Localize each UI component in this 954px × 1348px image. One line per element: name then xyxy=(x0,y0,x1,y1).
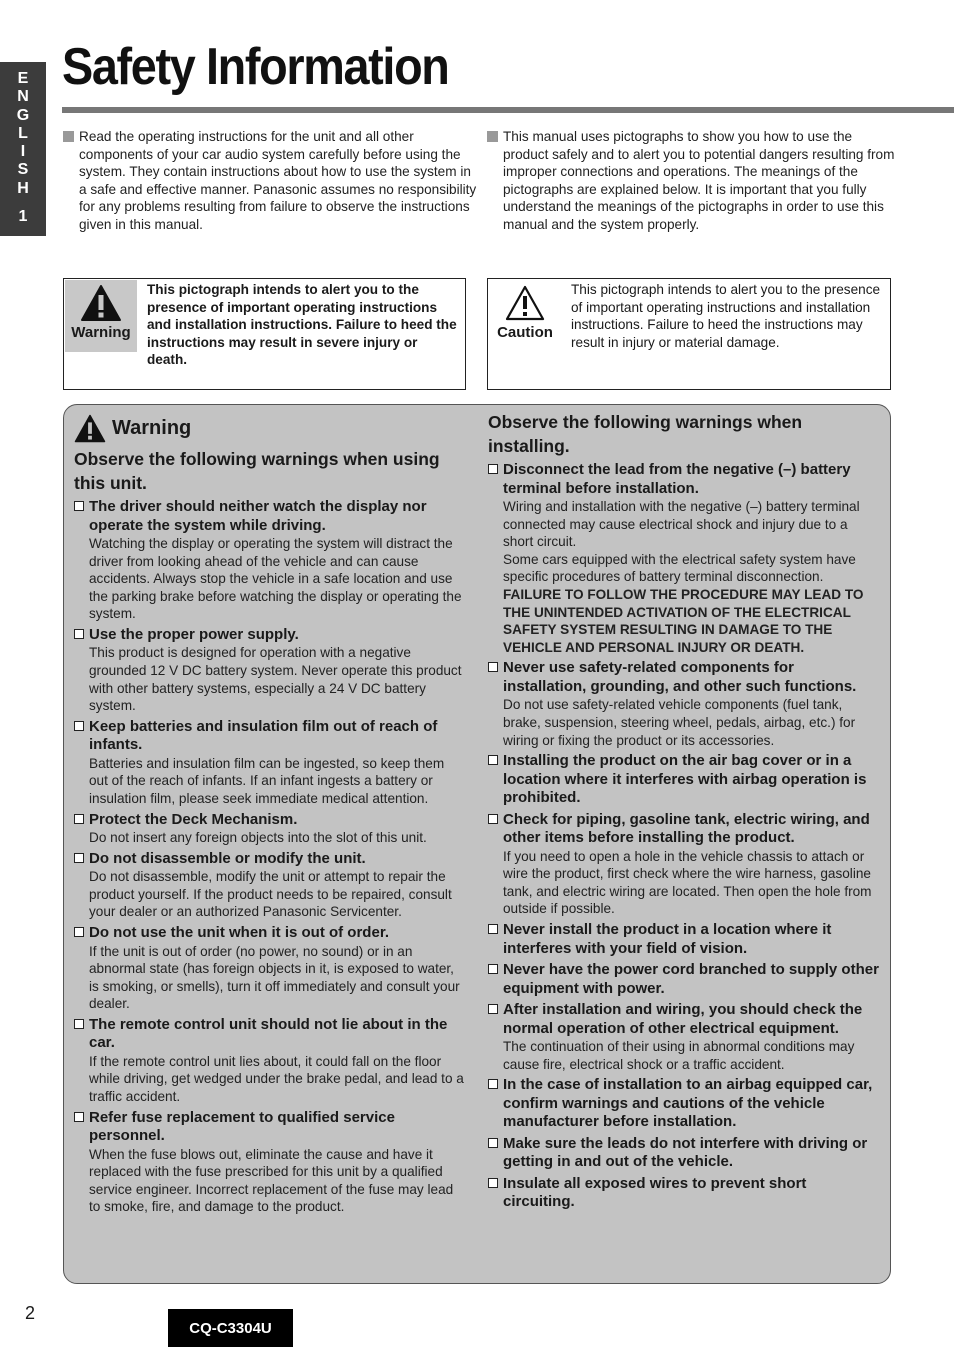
intro-left xyxy=(63,128,481,234)
page-number: 2 xyxy=(25,1303,36,1323)
warning-item-title: Installing the product on the air bag cover or in a location where it interferes with airbag operation is prohibited. xyxy=(503,752,867,807)
warning-item-title: Do not disassemble or modify the unit. xyxy=(89,849,366,867)
warning-item-title: In the case of installation to an airbag equipped car, confirm warnings and cautions of the vehicle manufacturer before installation. xyxy=(503,1076,873,1131)
warning-item-title: Refer fuse replacement to qualified service personnel. xyxy=(89,1108,395,1145)
warning-item xyxy=(74,1016,466,1106)
warning-item-title: Never use safety-related components for installation, grounding, and other such functions. xyxy=(503,659,857,695)
bullet-square-icon xyxy=(487,131,498,142)
warning-item-title: Never install the product in a location where it interferes with your field of vision. xyxy=(503,921,832,957)
model-badge: CQ-C3304U xyxy=(168,1309,293,1347)
warning-item xyxy=(74,626,466,715)
checkbox-icon xyxy=(488,964,498,974)
checkbox-icon xyxy=(488,464,498,474)
warning-item-body: If the unit is out of order (no power, no sound) or in an abnormal state (has foreign objects in it, is exposed to water, is smoking, or smells), turn it off immediately and consult your dealer. xyxy=(89,943,460,1012)
warning-item-body: If you need to open a hole in the vehicle chassis to attach or wire the product, first check where the wire harness, gasoline tank, and electric wiring are located. Then open the hole from outside if possible. xyxy=(503,848,872,917)
checkbox-icon xyxy=(74,927,84,937)
installation-section-heading: Observe the following warnings when installing. xyxy=(488,412,803,456)
warning-item-paragraph: Some cars equipped with the electrical safety system have specific procedures of battery terminal disconnection. xyxy=(503,551,856,585)
checkbox-icon xyxy=(488,1004,498,1014)
warning-triangle-icon xyxy=(80,284,122,322)
language-letter: N xyxy=(17,88,29,106)
installation-warnings-column xyxy=(488,410,880,1215)
caution-icon-cell xyxy=(489,280,561,352)
warning-item-title: Disconnect the lead from the negative (–) battery terminal before installation. xyxy=(503,461,851,497)
warning-item-title: Make sure the leads do not interfere with driving or getting in and out of the vehicle. xyxy=(503,1134,868,1171)
warning-item-title: Use the proper power supply. xyxy=(89,625,299,643)
language-letter: G xyxy=(16,106,30,124)
warning-item-title: After installation and wiring, you should check the normal operation of other electrical equipment. xyxy=(503,1001,863,1037)
warning-item-body: Do not insert any foreign objects into the slot of this unit. xyxy=(89,830,427,846)
language-tab-letters xyxy=(0,70,46,198)
checkbox-icon xyxy=(488,1079,498,1089)
warning-item-paragraph: Wiring and installation with the negative (–) battery terminal connected may cause electrical shock and injury due to a short circuit. xyxy=(503,499,860,550)
language-letter: E xyxy=(17,70,29,87)
checkbox-icon xyxy=(488,1138,498,1148)
warning-item-emphasis: FAILURE TO FOLLOW THE PROCEDURE MAY LEAD TO THE UNINTENDED ACTIVATION OF THE ELECTRICAL SAFETY SYSTEM RESULTING IN DAMAGE TO THE VEHICLE AND PERSONAL INJURY OR DEATH. xyxy=(503,586,864,655)
language-letter: H xyxy=(17,179,29,197)
warning-item-title: Check for piping, gasoline tank, electric wiring, and other items before installing the product. xyxy=(503,810,870,847)
section-number: 1 xyxy=(18,208,28,225)
warning-item-title: Insulate all exposed wires to prevent short circuiting. xyxy=(503,1174,807,1211)
warning-item-body: Batteries and insulation film can be ingested, so keep them out of the reach of infants. If an infant ingests a battery or insulation film, please seek immediate medical attention. xyxy=(89,755,445,807)
warning-item xyxy=(74,850,466,921)
warning-item-title: The driver should neither watch the display nor operate the system while driving. xyxy=(89,498,427,534)
panel-warning-heading xyxy=(74,414,466,443)
checkbox-icon xyxy=(74,1112,84,1122)
warning-item-body: This product is designed for operation with a negative grounded 12 V DC battery system. Never operate this product with other battery systems, especially a 24 V DC battery system. xyxy=(89,645,462,714)
warning-item xyxy=(488,752,880,808)
language-letter: I xyxy=(20,143,26,161)
caution-pictograph-text: This pictograph intends to alert you to the presence of important operating instructions and installation instructions. Failure to heed the instructions may result in injury or material damage. xyxy=(571,282,881,350)
panel-warning-label: Warning xyxy=(112,417,192,439)
checkbox-icon xyxy=(74,1019,84,1029)
warning-item xyxy=(488,811,880,918)
warning-item xyxy=(488,1135,880,1172)
checkbox-icon xyxy=(488,755,498,765)
page-title: Safety Information xyxy=(62,38,449,96)
warning-item xyxy=(488,1076,880,1132)
checkbox-icon xyxy=(74,721,84,731)
warning-item-body xyxy=(503,498,880,656)
language-letter: L xyxy=(18,124,28,142)
warning-item-body: When the fuse blows out, eliminate the cause and have it replaced with the fuse prescribed for this unit by a qualified service engineer. Incorrect replacement of the fuse may lead to smoke, fire, and damage to the product. xyxy=(89,1146,454,1215)
warning-item-body: Watching the display or operating the system will distract the driver from looking ahead of the vehicle and can cause accidents. Always stop the vehicle in a safe location and use the parking brake before watching the display or operating the system. xyxy=(89,536,462,622)
checkbox-icon xyxy=(74,853,84,863)
usage-section-heading: Observe the following warnings when using this unit. xyxy=(74,449,440,493)
checkbox-icon xyxy=(74,814,84,824)
checkbox-icon xyxy=(488,924,498,934)
bullet-square-icon xyxy=(63,131,74,142)
warning-item-title: Do not use the unit when it is out of order. xyxy=(89,924,389,941)
title-rule xyxy=(62,107,954,113)
intro-left-text: Read the operating instructions for the unit and all other components of your car audio system carefully before using the system. They contain instructions about how to use the system in a safe and effective manner. Panasonic assumes no responsibility for any problems resulting from failure to observe the instructions given in this manual. xyxy=(79,129,477,232)
intro-right-text: This manual uses pictographs to show you how to use the product safely and to alert you to potential dangers resulting from improper connections and operations. The meanings of the pictographs are explained below. It is important that you fully understand the meanings of the pictographs in order to use this manual and the system properly. xyxy=(503,129,895,232)
warning-item-body: The continuation of their using in abnormal conditions may cause fire, electrical shock or a traffic accident. xyxy=(503,1039,855,1072)
intro-right xyxy=(487,128,899,234)
warning-item-body: Do not use safety-related vehicle components (fuel tank, brake, suspension, steering wheel, pedals, airbag, etc.) for wiring or fixing the product or its accessories. xyxy=(503,697,856,748)
warning-item xyxy=(488,659,880,749)
warning-item-body: Do not disassemble, modify the unit or attempt to repair the product yourself. If the product needs to be repaired, consult your dealer or an authorized Panasonic Servicenter. xyxy=(89,869,452,920)
warning-item xyxy=(74,1109,466,1216)
language-letter: S xyxy=(17,161,29,179)
caution-triangle-icon xyxy=(504,284,546,322)
warning-item xyxy=(488,921,880,958)
usage-warnings-column xyxy=(74,414,466,1219)
checkbox-icon xyxy=(74,501,84,511)
warning-item xyxy=(488,461,880,656)
warning-item xyxy=(74,498,466,623)
warning-item-body: If the remote control unit lies about, it could fall on the floor while driving, get wedged under the brake pedal, and lead to a traffic accident. xyxy=(89,1053,464,1105)
warning-item-title: Protect the Deck Mechanism. xyxy=(89,810,298,828)
warning-pictograph-text: This pictograph intends to alert you to the presence of important operating instructions and installation instructions. Failure to heed the instructions may result in severe injury or death. xyxy=(147,282,457,368)
warning-item xyxy=(488,1175,880,1212)
warning-pictograph-box xyxy=(63,278,466,390)
checkbox-icon xyxy=(488,1178,498,1188)
warning-item xyxy=(488,961,880,998)
warning-item-title: Keep batteries and insulation film out of reach of infants. xyxy=(89,717,438,754)
warning-item-title: The remote control unit should not lie about in the car. xyxy=(89,1015,448,1052)
warning-label: Warning xyxy=(71,324,131,341)
caution-pictograph-box xyxy=(487,278,891,390)
warning-item-title: Never have the power cord branched to supply other equipment with power. xyxy=(503,961,879,997)
warning-item xyxy=(74,718,466,808)
checkbox-icon xyxy=(488,814,498,824)
checkbox-icon xyxy=(488,662,498,672)
warning-icon-cell xyxy=(65,280,137,352)
warning-item xyxy=(74,811,466,847)
checkbox-icon xyxy=(74,629,84,639)
caution-label: Caution xyxy=(497,324,553,341)
warning-item xyxy=(488,1001,880,1073)
warning-triangle-icon xyxy=(74,414,106,443)
warning-item xyxy=(74,924,466,1013)
